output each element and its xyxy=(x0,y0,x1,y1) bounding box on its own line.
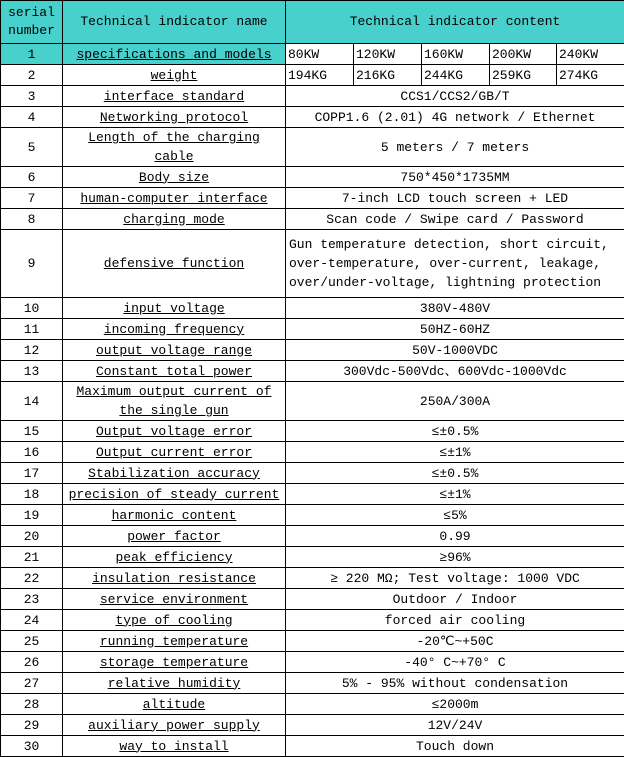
indicator-content-cell: 50V-1000VDC xyxy=(286,340,624,361)
indicator-name-cell: human-computer interface xyxy=(63,188,286,209)
indicator-name-cell: precision of steady current xyxy=(63,484,286,505)
indicator-content-cell: ≤±0.5% xyxy=(286,463,624,484)
indicator-name-cell: type of cooling xyxy=(63,610,286,631)
serial-number-cell: 13 xyxy=(1,361,63,382)
table-row xyxy=(1,128,624,167)
indicator-name-cell: Length of the charging cable xyxy=(63,128,286,167)
serial-number-cell: 4 xyxy=(1,107,63,128)
header-indicator-name: Technical indicator name xyxy=(63,1,286,44)
indicator-value-cell: 194KG xyxy=(286,65,354,86)
table-row xyxy=(1,442,624,463)
indicator-value-cell: 274KG xyxy=(557,65,624,86)
header-serial-number: serial number xyxy=(1,1,63,44)
serial-number-cell: 21 xyxy=(1,547,63,568)
indicator-name-cell: interface standard xyxy=(63,86,286,107)
indicator-content-cell: -20℃~+50C xyxy=(286,631,624,652)
indicator-content-cell: ≥96% xyxy=(286,547,624,568)
indicator-name-cell: defensive function xyxy=(63,230,286,298)
indicator-content-cell: 300Vdc-500Vdc、600Vdc-1000Vdc xyxy=(286,361,624,382)
indicator-value-cell: 120KW xyxy=(354,44,422,65)
table-row xyxy=(1,382,624,421)
serial-number-cell: 19 xyxy=(1,505,63,526)
serial-number-cell: 10 xyxy=(1,298,63,319)
table-row xyxy=(1,547,624,568)
indicator-value-cell: 240KW xyxy=(557,44,624,65)
indicator-name-cell: incoming frequency xyxy=(63,319,286,340)
indicator-name-cell: way to install xyxy=(63,736,286,757)
indicator-name-cell: relative humidity xyxy=(63,673,286,694)
indicator-content-cell: Scan code / Swipe card / Password xyxy=(286,209,624,230)
indicator-name-cell: peak efficiency xyxy=(63,547,286,568)
table-row xyxy=(1,463,624,484)
indicator-name-cell: service environment xyxy=(63,589,286,610)
indicator-name-cell: Maximum output current of the single gun xyxy=(63,382,286,421)
indicator-content-cell: ≤5% xyxy=(286,505,624,526)
table-row xyxy=(1,319,624,340)
indicator-name-cell: output voltage range xyxy=(63,340,286,361)
table-row xyxy=(1,694,624,715)
table-row xyxy=(1,631,624,652)
serial-number-cell: 6 xyxy=(1,167,63,188)
table-row xyxy=(1,65,624,86)
table-row xyxy=(1,652,624,673)
indicator-content-cell: -40° C~+70° C xyxy=(286,652,624,673)
serial-number-cell: 27 xyxy=(1,673,63,694)
indicator-name-cell: Networking protocol xyxy=(63,107,286,128)
indicator-content-cell: Outdoor / Indoor xyxy=(286,589,624,610)
table-row xyxy=(1,188,624,209)
indicator-content-cell: ≤±1% xyxy=(286,484,624,505)
table-row xyxy=(1,209,624,230)
table-row xyxy=(1,736,624,757)
indicator-content-cell: ≤±1% xyxy=(286,442,624,463)
indicator-name-cell: power factor xyxy=(63,526,286,547)
indicator-name-cell: insulation resistance xyxy=(63,568,286,589)
serial-number-cell: 1 xyxy=(1,44,63,65)
table-row xyxy=(1,44,624,65)
serial-number-cell: 23 xyxy=(1,589,63,610)
table-row xyxy=(1,484,624,505)
indicator-content-cell: 5% - 95% without condensation xyxy=(286,673,624,694)
indicator-content-cell: 380V-480V xyxy=(286,298,624,319)
table-row xyxy=(1,86,624,107)
indicator-name-cell: altitude xyxy=(63,694,286,715)
indicator-value-cell: 259KG xyxy=(490,65,557,86)
indicator-content-cell: Touch down xyxy=(286,736,624,757)
indicator-name-cell: auxiliary power supply xyxy=(63,715,286,736)
table-row xyxy=(1,361,624,382)
indicator-name-cell: running temperature xyxy=(63,631,286,652)
indicator-name-cell: Constant total power xyxy=(63,361,286,382)
indicator-content-cell: 750*450*1735MM xyxy=(286,167,624,188)
indicator-value-cell: 200KW xyxy=(490,44,557,65)
table-row xyxy=(1,167,624,188)
table-row xyxy=(1,526,624,547)
serial-number-cell: 8 xyxy=(1,209,63,230)
serial-number-cell: 15 xyxy=(1,421,63,442)
indicator-name-cell: Body size xyxy=(63,167,286,188)
serial-number-cell: 3 xyxy=(1,86,63,107)
indicator-content-cell: 50HZ-60HZ xyxy=(286,319,624,340)
serial-number-cell: 5 xyxy=(1,128,63,167)
indicator-content-cell: 250A/300A xyxy=(286,382,624,421)
indicator-value-cell: 244KG xyxy=(422,65,490,86)
table-row xyxy=(1,589,624,610)
serial-number-cell: 28 xyxy=(1,694,63,715)
indicator-content-cell: 5 meters / 7 meters xyxy=(286,128,624,167)
table-row xyxy=(1,568,624,589)
serial-number-cell: 22 xyxy=(1,568,63,589)
serial-number-cell: 11 xyxy=(1,319,63,340)
table-row xyxy=(1,673,624,694)
indicator-content-cell: 7-inch LCD touch screen + LED xyxy=(286,188,624,209)
indicator-content-cell: forced air cooling xyxy=(286,610,624,631)
serial-number-cell: 17 xyxy=(1,463,63,484)
indicator-value-cell: 160KW xyxy=(422,44,490,65)
serial-number-cell: 26 xyxy=(1,652,63,673)
serial-number-cell: 24 xyxy=(1,610,63,631)
serial-number-cell: 16 xyxy=(1,442,63,463)
header-indicator-content: Technical indicator content xyxy=(286,1,624,44)
table-body xyxy=(1,44,624,757)
indicator-name-cell: storage temperature xyxy=(63,652,286,673)
indicator-name-cell: input voltage xyxy=(63,298,286,319)
table-row xyxy=(1,298,624,319)
table-row xyxy=(1,107,624,128)
indicator-name-cell: specifications and models xyxy=(63,44,286,65)
indicator-content-cell: ≤±0.5% xyxy=(286,421,624,442)
serial-number-cell: 2 xyxy=(1,65,63,86)
indicator-name-cell: Stabilization accuracy xyxy=(63,463,286,484)
indicator-name-cell: charging mode xyxy=(63,209,286,230)
indicator-value-cell: 216KG xyxy=(354,65,422,86)
table-row xyxy=(1,230,624,298)
table-row xyxy=(1,421,624,442)
indicator-content-cell: Gun temperature detection, short circuit, over-temperature, over-current, leakage, over/under-voltage, lightning protection xyxy=(286,230,624,298)
indicator-name-cell: weight xyxy=(63,65,286,86)
serial-number-cell: 29 xyxy=(1,715,63,736)
serial-number-cell: 12 xyxy=(1,340,63,361)
indicator-name-cell: Output current error xyxy=(63,442,286,463)
serial-number-cell: 30 xyxy=(1,736,63,757)
serial-number-cell: 18 xyxy=(1,484,63,505)
table-row xyxy=(1,505,624,526)
serial-number-cell: 7 xyxy=(1,188,63,209)
indicator-content-cell: ≥ 220 MΩ; Test voltage: 1000 VDC xyxy=(286,568,624,589)
indicator-name-cell: Output voltage error xyxy=(63,421,286,442)
indicator-name-cell: harmonic content xyxy=(63,505,286,526)
indicator-content-cell: ≤2000m xyxy=(286,694,624,715)
table-row xyxy=(1,715,624,736)
indicator-value-cell: 80KW xyxy=(286,44,354,65)
table-row xyxy=(1,340,624,361)
serial-number-cell: 14 xyxy=(1,382,63,421)
indicator-content-cell: COPP1.6 (2.01) 4G network / Ethernet xyxy=(286,107,624,128)
table-header-row xyxy=(1,1,624,44)
indicator-content-cell: 0.99 xyxy=(286,526,624,547)
serial-number-cell: 9 xyxy=(1,230,63,298)
indicator-content-cell: 12V/24V xyxy=(286,715,624,736)
table-row xyxy=(1,610,624,631)
indicator-content-cell: CCS1/CCS2/GB/T xyxy=(286,86,624,107)
serial-number-cell: 20 xyxy=(1,526,63,547)
serial-number-cell: 25 xyxy=(1,631,63,652)
